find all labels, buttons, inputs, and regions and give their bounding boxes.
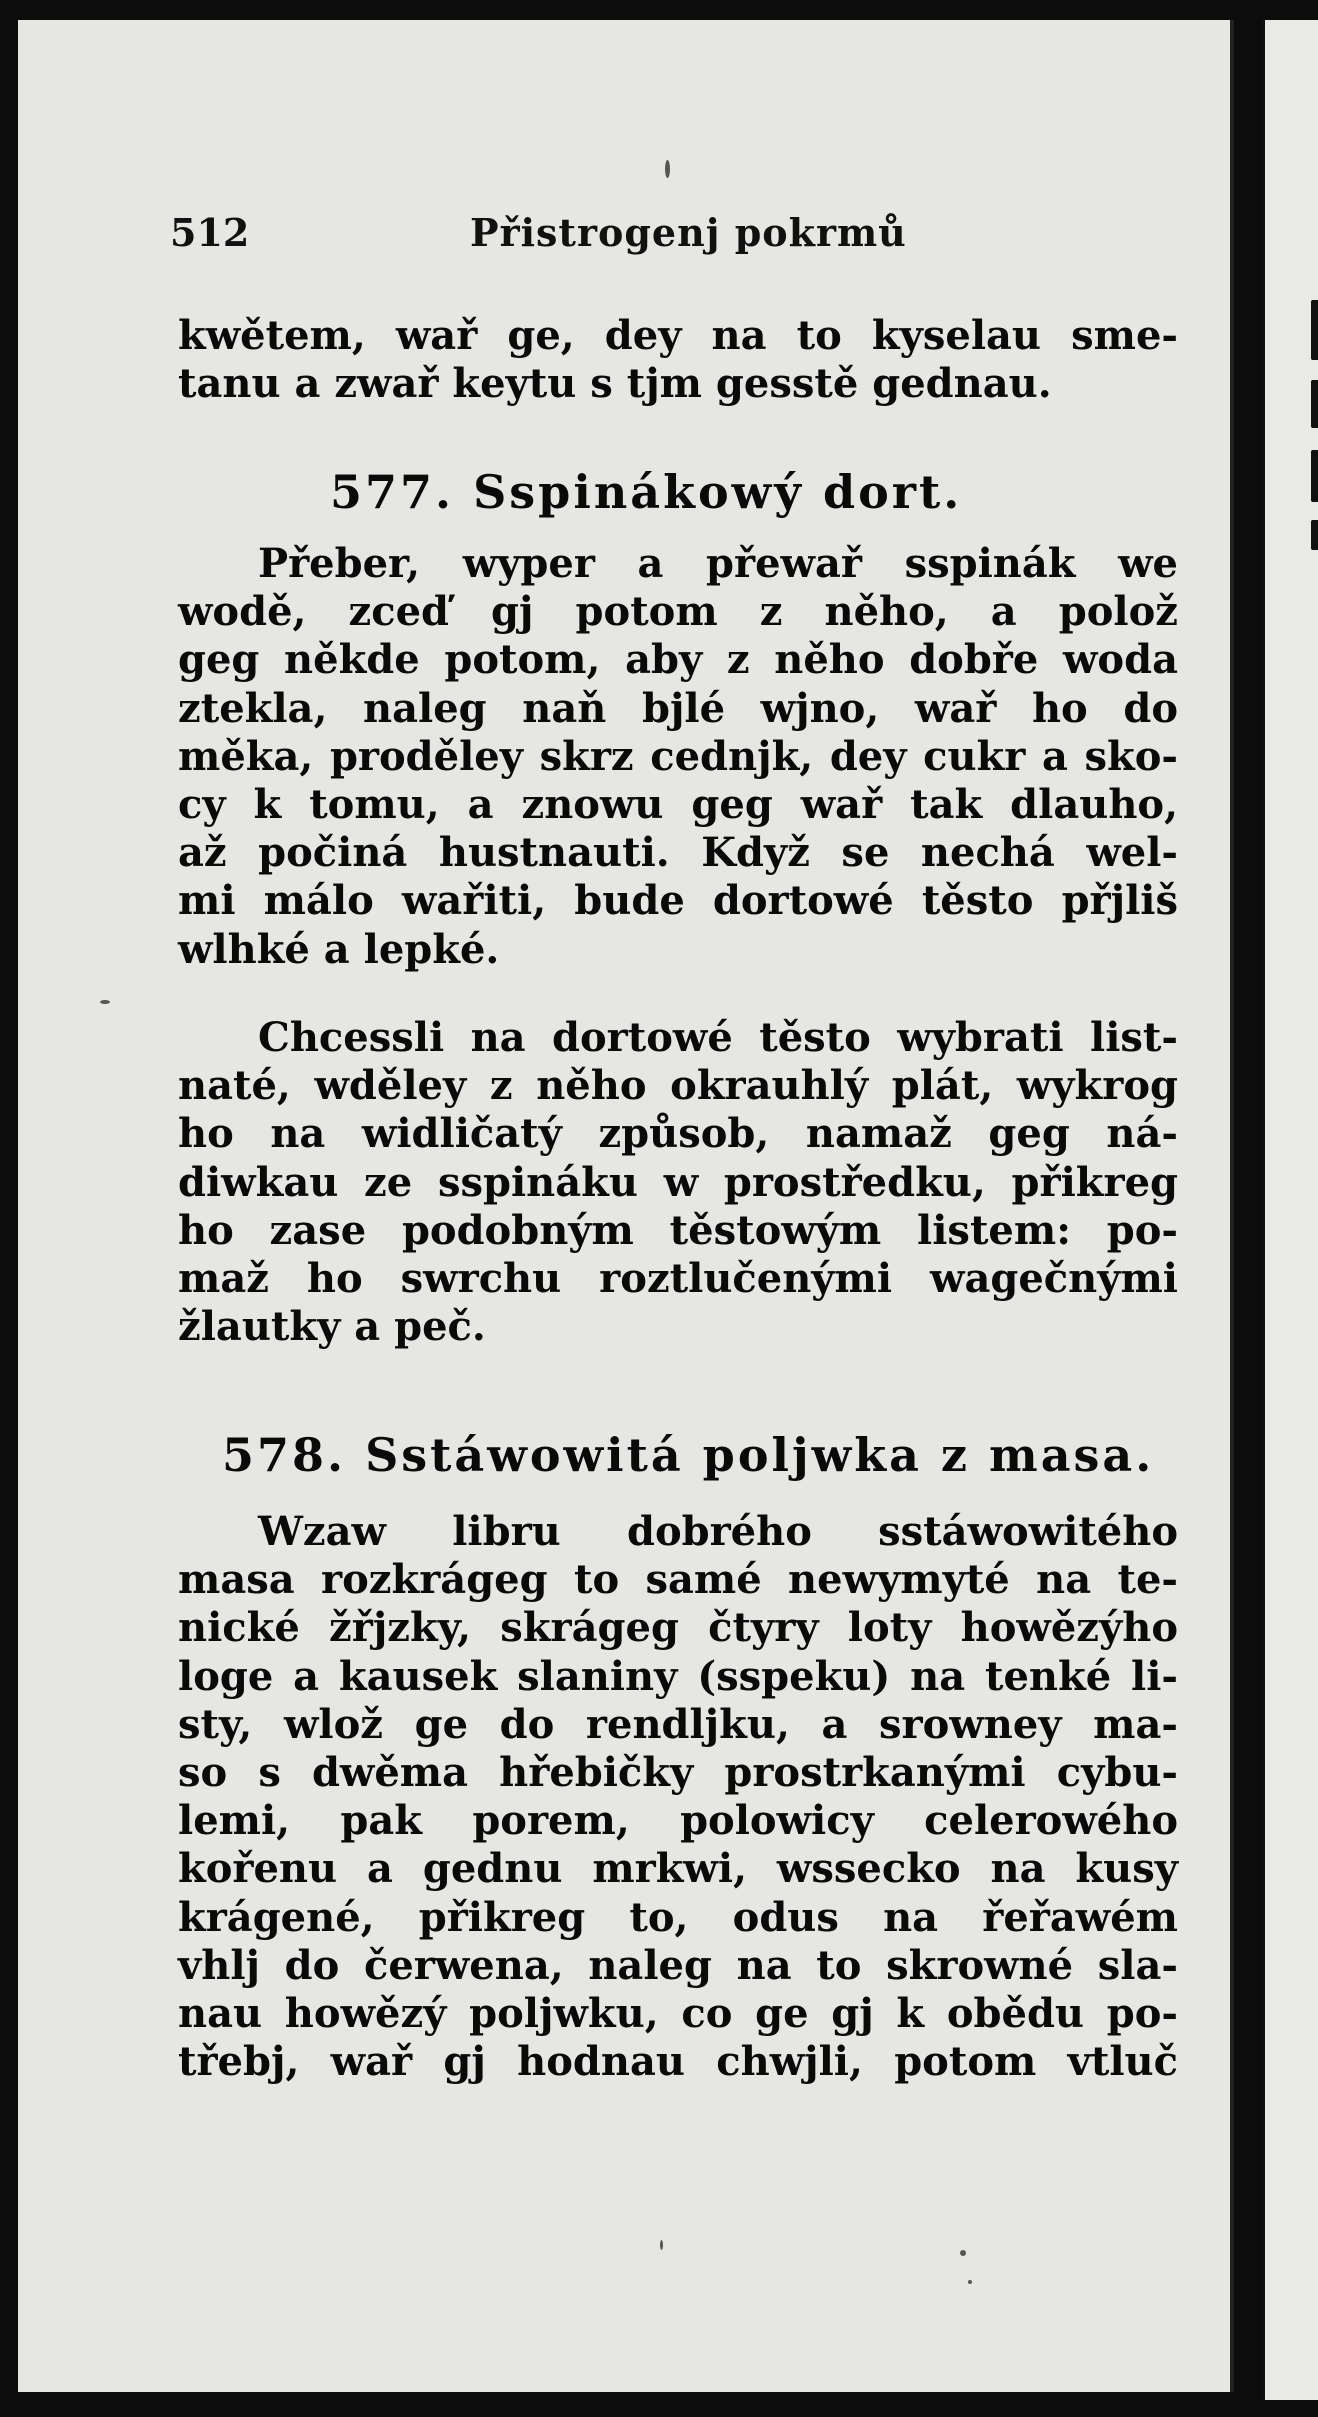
page-header: [170, 210, 1160, 260]
recipe-577-paragraph-1: [178, 540, 1178, 974]
adjacent-page-edge: [1262, 20, 1318, 2400]
paper-speck: [960, 2250, 966, 2256]
recipe-number: 578.: [222, 1428, 347, 1482]
text-line: wodě, zceď gj potom z něho, a polož: [178, 588, 1178, 636]
recipe-577-paragraph-2: [178, 1014, 1178, 1351]
text-line: so s dwěma hřebičky prostrkanými cybu-: [178, 1749, 1178, 1797]
text-line: geg někde potom, aby z něho dobře woda: [178, 636, 1178, 684]
text-line: loge a kausek slaniny (sspeku) na tenké li-: [178, 1652, 1178, 1700]
text-line: naté, wděley z něho okrauhlý plát, wykrog: [178, 1062, 1178, 1110]
text-line: kwětem, wař ge, dey na to kyselau sme-: [178, 312, 1178, 359]
text-line: krágené, přikreg to, odus na řeřawém: [178, 1893, 1178, 1941]
text-line: ho zase podobným těstowým listem: po-: [178, 1206, 1178, 1254]
text-line: cy k tomu, a znowu geg wař tak dlauho,: [178, 781, 1178, 829]
text-line: tanu a zwař keytu s tjm gesstě gednau.: [178, 360, 1052, 408]
text-line: měka, proděley skrz cednjk, dey cukr a sko-: [178, 732, 1178, 780]
paper-speck: [968, 2280, 972, 2284]
text-line: ztekla, naleg naň bjlé wjno, wař ho do: [178, 684, 1178, 732]
page-number: 512: [170, 210, 250, 255]
text-line: mi málo wařiti, bude dortowé těsto přjliš: [178, 877, 1178, 925]
running-title: Přistrogenj pokrmů: [470, 210, 907, 255]
paper-speck: [665, 160, 670, 178]
text-line: nické žřjzky, skrágeg čtyry loty howězýho: [178, 1604, 1178, 1652]
text-line: ho na widličatý způsob, namaž geg ná-: [178, 1110, 1178, 1158]
text-line: až počiná hustnauti. Když se nechá wel-: [178, 829, 1178, 877]
text-line: masa rozkrágeg to samé newymyté na te-: [178, 1556, 1178, 1604]
text-line: maž ho swrchu roztlučenými wagečnými: [178, 1255, 1178, 1303]
recipe-title: Sstáwowitá poljwka z masa.: [365, 1428, 1155, 1482]
text-line: vhlj do čerwena, naleg na to skrowné sla-: [178, 1941, 1178, 1989]
text-line: diwkau ze sspináku w prostředku, přikreg: [178, 1158, 1178, 1206]
recipe-number: 577.: [330, 465, 455, 519]
text-line: sty, wlož ge do rendljku, a srowney ma-: [178, 1700, 1178, 1748]
recipe-577-heading: [330, 465, 962, 519]
recipe-title: Sspinákowý dort.: [473, 465, 963, 519]
paper-speck: [100, 1000, 110, 1004]
paper-speck: [660, 2240, 663, 2250]
text-line: žlautky a peč.: [178, 1303, 486, 1351]
text-line: lemi, pak porem, polowicy celerowého: [178, 1797, 1178, 1845]
text-line: kořenu a gednu mrkwi, wssecko na kusy: [178, 1845, 1178, 1893]
text-line: třebj, wař gj hodnau chwjli, potom vtluč: [178, 2038, 1178, 2086]
text-line: Wzaw libru dobrého sstáwowitého: [258, 1508, 1178, 1555]
recipe-578-paragraph-1: [178, 1508, 1178, 2086]
intro-paragraph: [178, 312, 1178, 408]
text-line: nau howězý poljwku, co ge gj k obědu po-: [178, 1990, 1178, 2038]
recipe-578-heading: [222, 1428, 1154, 1482]
text-line: Chcessli na dortowé těsto wybrati list-: [258, 1014, 1178, 1061]
text-line: wlhké a lepké.: [178, 925, 500, 973]
text-line: Přeber, wyper a přewař sspinák we: [258, 540, 1178, 587]
